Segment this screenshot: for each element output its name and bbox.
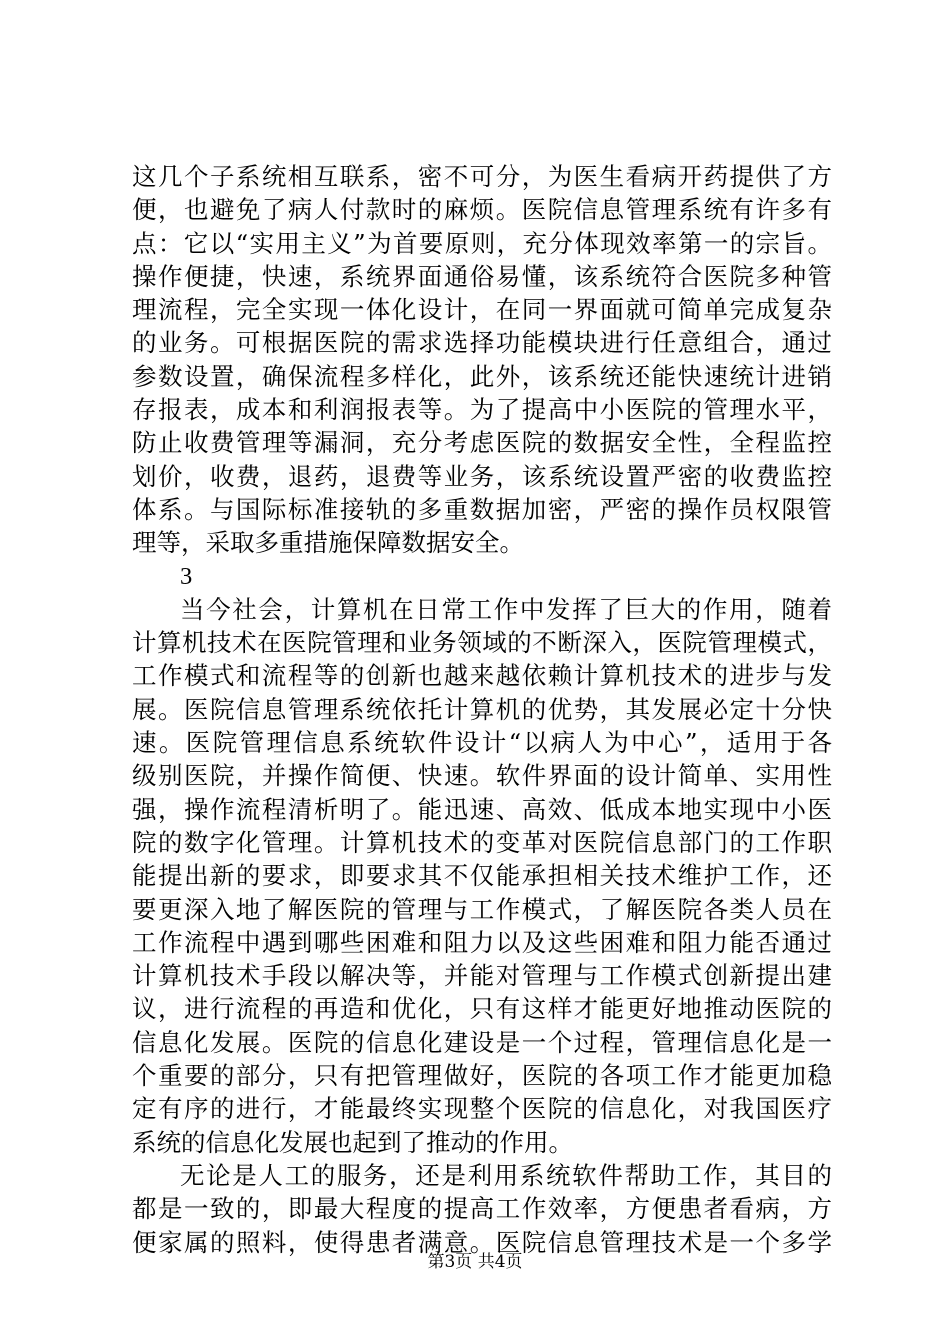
section-number: 3 [180, 562, 193, 590]
text-line: 的业务。可根据医院的需求选择功能模块进行任意组合，通过 [132, 328, 832, 358]
text-line: 要更深入地了解医院的管理与工作模式，了解医院各类人员在 [132, 894, 832, 924]
text-line: 个重要的部分，只有把管理做好，医院的各项工作才能更加稳 [132, 1061, 832, 1091]
text-line: 能提出新的要求，即要求其不仅能承担相关技术维护工作，还 [132, 861, 832, 891]
text-line: 院的数字化管理。计算机技术的变革对医院信息部门的工作职 [132, 827, 832, 857]
text-line: 存报表，成本和利润报表等。为了提高中小医院的管理水平， [132, 395, 832, 425]
text-line: 议，进行流程的再造和优化，只有这样才能更好地推动医院的 [132, 994, 832, 1024]
text-line: 信息化发展。医院的信息化建设是一个过程，管理信息化是一 [132, 1027, 832, 1057]
text-line: 点：它以“实用主义”为首要原则，充分体现效率第一的宗旨。 [132, 228, 832, 258]
text-line: 展。医院信息管理系统依托计算机的优势，其发展必定十分快 [132, 694, 832, 724]
text-line: 无论是人工的服务，还是利用系统软件帮助工作，其目的 [180, 1160, 832, 1190]
text-line: 这几个子系统相互联系，密不可分，为医生看病开药提供了方 [132, 162, 832, 191]
body-text [132, 160, 832, 1259]
text-line: 计算机技术在医院管理和业务领域的不断深入，医院管理模式， [132, 628, 832, 658]
text-line: 工作模式和流程等的创新也越来越依赖计算机技术的进步与发 [132, 661, 832, 691]
text-line: 防止收费管理等漏洞，充分考虑医院的数据安全性，全程监控 [132, 428, 832, 458]
text-line: 划价，收费，退药，退费等业务，该系统设置严密的收费监控 [132, 461, 832, 491]
text-line: 级别医院，并操作简便、快速。软件界面的设计简单、实用性 [132, 761, 832, 791]
text-line: 工作流程中遇到哪些困难和阻力以及这些困难和阻力能否通过 [132, 927, 832, 957]
text-line: 系统的信息化发展也起到了推动的作用。 [132, 1127, 573, 1157]
text-line: 定有序的进行，才能最终实现整个医院的信息化，对我国医疗 [132, 1094, 832, 1124]
text-line: 操作便捷，快速，系统界面通俗易懂，该系统符合医院多种管 [132, 261, 832, 291]
text-line: 当今社会，计算机在日常工作中发挥了巨大的作用，随着 [180, 594, 832, 624]
page-footer: 第3页 共4页 [427, 1252, 523, 1272]
text-line: 强，操作流程清析明了。能迅速、高效、低成本地实现中小医 [132, 794, 832, 824]
text-line: 便家属的照料，使得患者满意。医院信息管理技术是一个多学 [132, 1227, 832, 1257]
text-line: 都是一致的，即最大程度的提高工作效率，方便患者看病，方 [132, 1194, 832, 1224]
text-line: 便，也避免了病人付款时的麻烦。医院信息管理系统有许多有 [132, 195, 832, 225]
text-line: 理等，采取多重措施保障数据安全。 [132, 528, 524, 558]
text-line: 速。医院管理信息系统软件设计“以病人为中心”，适用于各 [132, 728, 832, 758]
text-line: 参数设置，确保流程多样化，此外，该系统还能快速统计进销 [132, 361, 832, 391]
text-line: 计算机技术手段以解决等，并能对管理与工作模式创新提出建 [132, 961, 832, 991]
text-line: 理流程，完全实现一体化设计，在同一界面就可简单完成复杂 [132, 295, 832, 325]
text-line: 体系。与国际标准接轨的多重数据加密，严密的操作员权限管 [132, 494, 832, 524]
